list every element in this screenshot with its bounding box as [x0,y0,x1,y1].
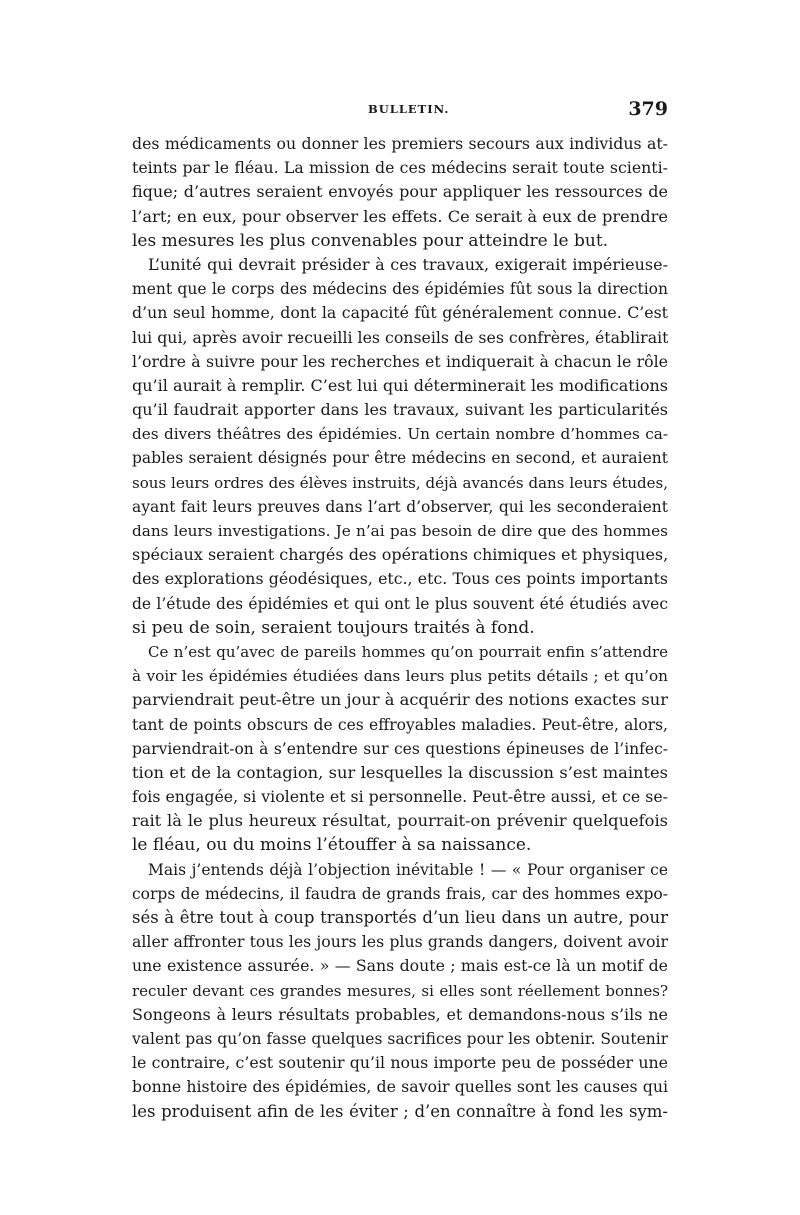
body-text [132,132,668,1124]
text-line: Songeons à leurs résultats probables, et demandons-nous s’ils ne [132,1004,668,1024]
text-line: sés à être tout à coup transportés d’un lieu dans un autre, pour [132,908,668,927]
text-line: des explorations géodésiques, etc., etc. Tous ces points importants [132,569,668,589]
text-line: valent pas qu’on fasse quelques sacrifices pour les obtenir. Soutenir [132,1029,668,1048]
text-line: dans leurs investigations. Je n’ai pas besoin de dire que des hommes [132,522,668,540]
text-line: à voir les épidémies étudiées dans leurs plus petits détails ; et qu’on [132,667,668,686]
book-page [132,98,668,1124]
text-line: aller affronter tous les jours les plus grands dangers, doivent avoir [132,932,668,952]
text-line: si peu de soin, seraient toujours traités à fond. [132,617,535,638]
text-line: des divers théâtres des épidémies. Un certain nombre d’hommes ca- [132,425,668,444]
text-line: d’un seul homme, dont la capacité fût généralement connue. C’est [132,303,668,323]
text-line: qu’il aurait à remplir. C’est lui qui déterminerait les modifications [132,375,668,395]
text-line: ayant fait leurs preuves dans l’art d’observer, qui les seconderaient [132,497,668,516]
text-line: le contraire, c’est soutenir qu’il nous importe peu de posséder une [132,1053,668,1073]
text-line: reculer devant ces grandes mesures, si elles sont réellement bonnes? [132,981,668,1000]
text-line: l’ordre à suivre pour les recherches et indiquerait à chacun le rôle [132,351,668,371]
text-line: Ce n’est qu’avec de pareils hommes qu’on pourrait enfin s’attendre [148,642,668,661]
text-line: parviendrait peut-être un jour à acquérir des notions exactes sur [132,690,668,710]
text-line: fique; d’autres seraient envoyés pour appliquer les ressources de [132,182,668,202]
text-line: de l’étude des épidémies et qui ont le plus souvent été étudiés avec [132,594,668,613]
text-line: le fléau, ou du moins l’étouffer à sa naissance. [132,835,532,856]
text-line: lui qui, après avoir recueilli les conseils de ses confrères, établirait [132,327,668,347]
text-line: des médicaments ou donner les premiers secours aux individus at- [132,134,668,153]
text-line: l’art; en eux, pour observer les effets. Ce serait à eux de prendre [132,206,668,226]
text-line: tion et de la contagion, sur lesquelles la discussion s’est maintes [132,762,668,782]
text-line: teints par le fléau. La mission de ces médecins serait toute scienti- [132,158,668,178]
text-line: les produisent afin de les éviter ; d’en connaître à fond les sym- [132,1101,668,1121]
text-line: L’unité qui devrait présider à ces travaux, exigerait impérieuse- [148,254,668,274]
text-line: spéciaux seraient chargés des opérations chimiques et physiques, [132,545,668,565]
text-line: les mesures les plus convenables pour atteindre le but. [132,230,609,251]
text-line: tant de points obscurs de ces effroyables maladies. Peut-être, alors, [132,715,668,734]
text-line: Mais j’entends déjà l’objection inévitable ! — « Pour organiser ce [148,860,668,879]
text-line: sous leurs ordres des élèves instruits, déjà avancés dans leurs études, [132,473,668,492]
text-line: pables seraient désignés pour être médecins en second, et auraient [132,449,668,468]
page-header [132,98,668,132]
text-line: corps de médecins, il faudra de grands frais, car des hommes expo- [132,884,668,903]
text-line: ment que le corps des médecins des épidémies fût sous la direction [132,280,668,299]
running-title: BULLETIN. [368,102,450,116]
text-line: parviendrait-on à s’entendre sur ces questions épineuses de l’infec- [132,739,668,758]
page-number: 379 [628,98,668,120]
text-line: rait là le plus heureux résultat, pourrait-on prévenir quelquefois [132,811,668,831]
text-line: une existence assurée. » — Sans doute ; mais est-ce là un motif de [132,956,668,976]
text-line: fois engagée, si violente et si personnelle. Peut-être aussi, et ce se- [132,787,668,807]
text-line: qu’il faudrait apporter dans les travaux, suivant les particularités [132,400,668,420]
text-line: bonne histoire des épidémies, de savoir quelles sont les causes qui [132,1077,668,1097]
